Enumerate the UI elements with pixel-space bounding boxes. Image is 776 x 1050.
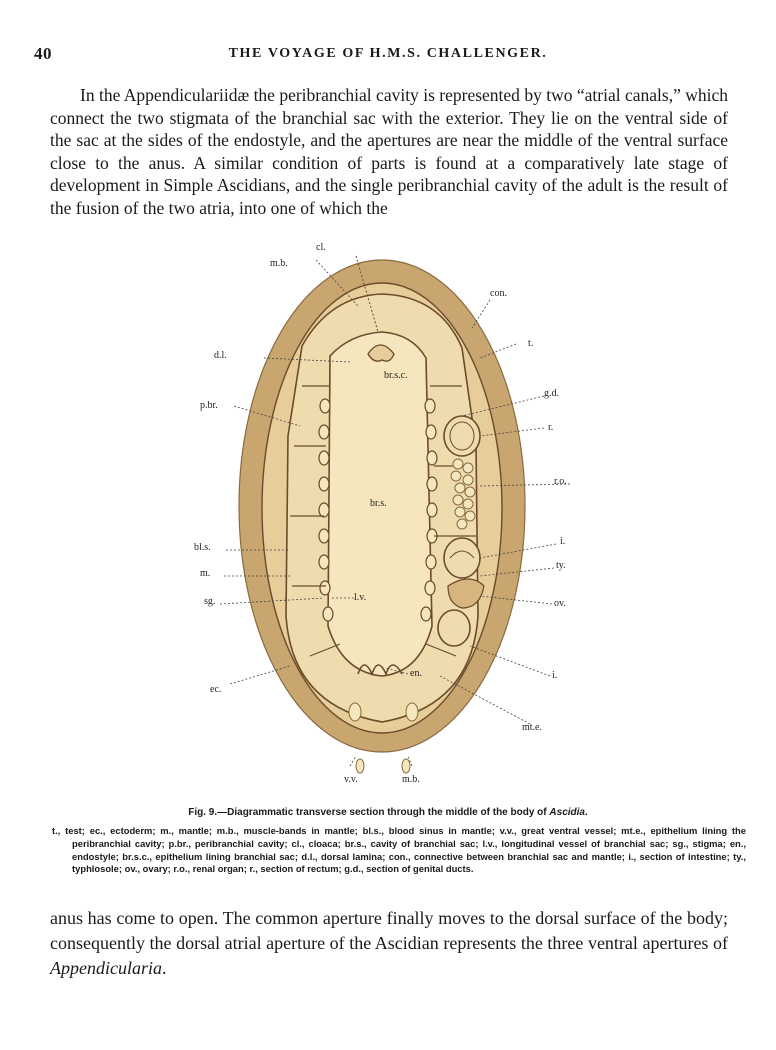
paragraph-2-italic: Appendicularia bbox=[50, 958, 162, 978]
paragraph-2-end: . bbox=[161, 958, 167, 978]
label-intestine-top: i. bbox=[560, 536, 566, 547]
label-ventral-vessel: v.v. bbox=[344, 774, 358, 785]
figure-caption bbox=[0, 807, 776, 818]
label-mantle: m. bbox=[200, 568, 211, 579]
label-muscle-bands-bottom: m.b. bbox=[402, 774, 420, 785]
label-endostyle: en. bbox=[410, 668, 422, 679]
intestine-upper bbox=[444, 538, 480, 578]
running-title: THE VOYAGE OF H.M.S. CHALLENGER. bbox=[228, 46, 548, 61]
label-stigma: sg. bbox=[204, 596, 216, 607]
label-epithelium: mt.e. bbox=[522, 722, 542, 733]
paragraph-1: In the Appendiculariidæ the peribranchial cavity is represented by two “atrial canals,” which connect the two stigmata of the branchial sac with the exterior. They lie on the ventral side of the sac at the sides of the endostyle, and the apertures are near the middle of the ventral surface close to the anus. A similar condition of parts is found at a comparatively late stage of development in Simple Ascidians, and the single peribranchial cavity of the adult is the result of the fusion of the two atria, into one of which the bbox=[50, 85, 728, 218]
label-peribranchial-cavity: p.br. bbox=[200, 400, 218, 411]
page-number: 40 bbox=[34, 44, 52, 63]
caption-genus: Ascidia bbox=[549, 807, 585, 818]
label-blood-sinus: bl.s. bbox=[194, 542, 211, 553]
caption-suffix: . bbox=[584, 807, 588, 818]
figure-legend: t., test; ec., ectoderm; m., mantle; m.b., muscle-bands in mantle; bl.s., blood sinus in mantle; v.v., great ventral vessel; mt.e., epithelium lining the peribranchial cavity; p.br., peribranchial cavity; cl., cloaca; br.s., cavity of branchial sac; l.v., longitudinal vessel of branchial sac; sg., stigma; en., endostyle; br.s.c., epithelium lining branchial sac; d.l., dorsal lamina; con., connective between branchial sac and mantle; i., section of intestine; ty., typhlosole; ov., ovary; r.o., renal organ; r., section of rectum; g.d., section of genital ducts. bbox=[52, 825, 746, 875]
label-rectum: r. bbox=[548, 422, 554, 433]
label-branchial-sac-epithelium: br.s.c. bbox=[384, 370, 408, 381]
figure-9 bbox=[180, 236, 600, 796]
ascidia-section-illustration bbox=[180, 236, 600, 796]
label-connective: con. bbox=[490, 288, 507, 299]
label-dorsal-lamina: d.l. bbox=[214, 350, 227, 361]
caption-prefix: Fig. 9.—Diagrammatic transverse section through the middle of the body of bbox=[188, 807, 550, 818]
label-typhlosole: ty. bbox=[556, 560, 566, 571]
label-longitudinal-vessel: l.v. bbox=[354, 592, 367, 603]
label-renal-organ: r.o. bbox=[554, 476, 567, 487]
paragraph-2-text: anus has come to open. The common aperture finally moves to the dorsal surface of the body; consequently the dorsal atrial aperture of the Ascidian represents the three ventral apertures of bbox=[50, 908, 728, 953]
label-branchial-sac-cavity: br.s. bbox=[370, 498, 387, 509]
label-muscle-bands-top: m.b. bbox=[270, 258, 288, 269]
label-ovary: ov. bbox=[554, 598, 566, 609]
label-cloaca: cl. bbox=[316, 242, 326, 253]
intestine-lower bbox=[438, 610, 470, 646]
paragraph-2 bbox=[50, 906, 728, 981]
label-intestine-bottom: i. bbox=[552, 670, 558, 681]
label-ectoderm: ec. bbox=[210, 684, 222, 695]
label-test: t. bbox=[528, 338, 534, 349]
label-genital-ducts: g.d. bbox=[544, 388, 559, 399]
